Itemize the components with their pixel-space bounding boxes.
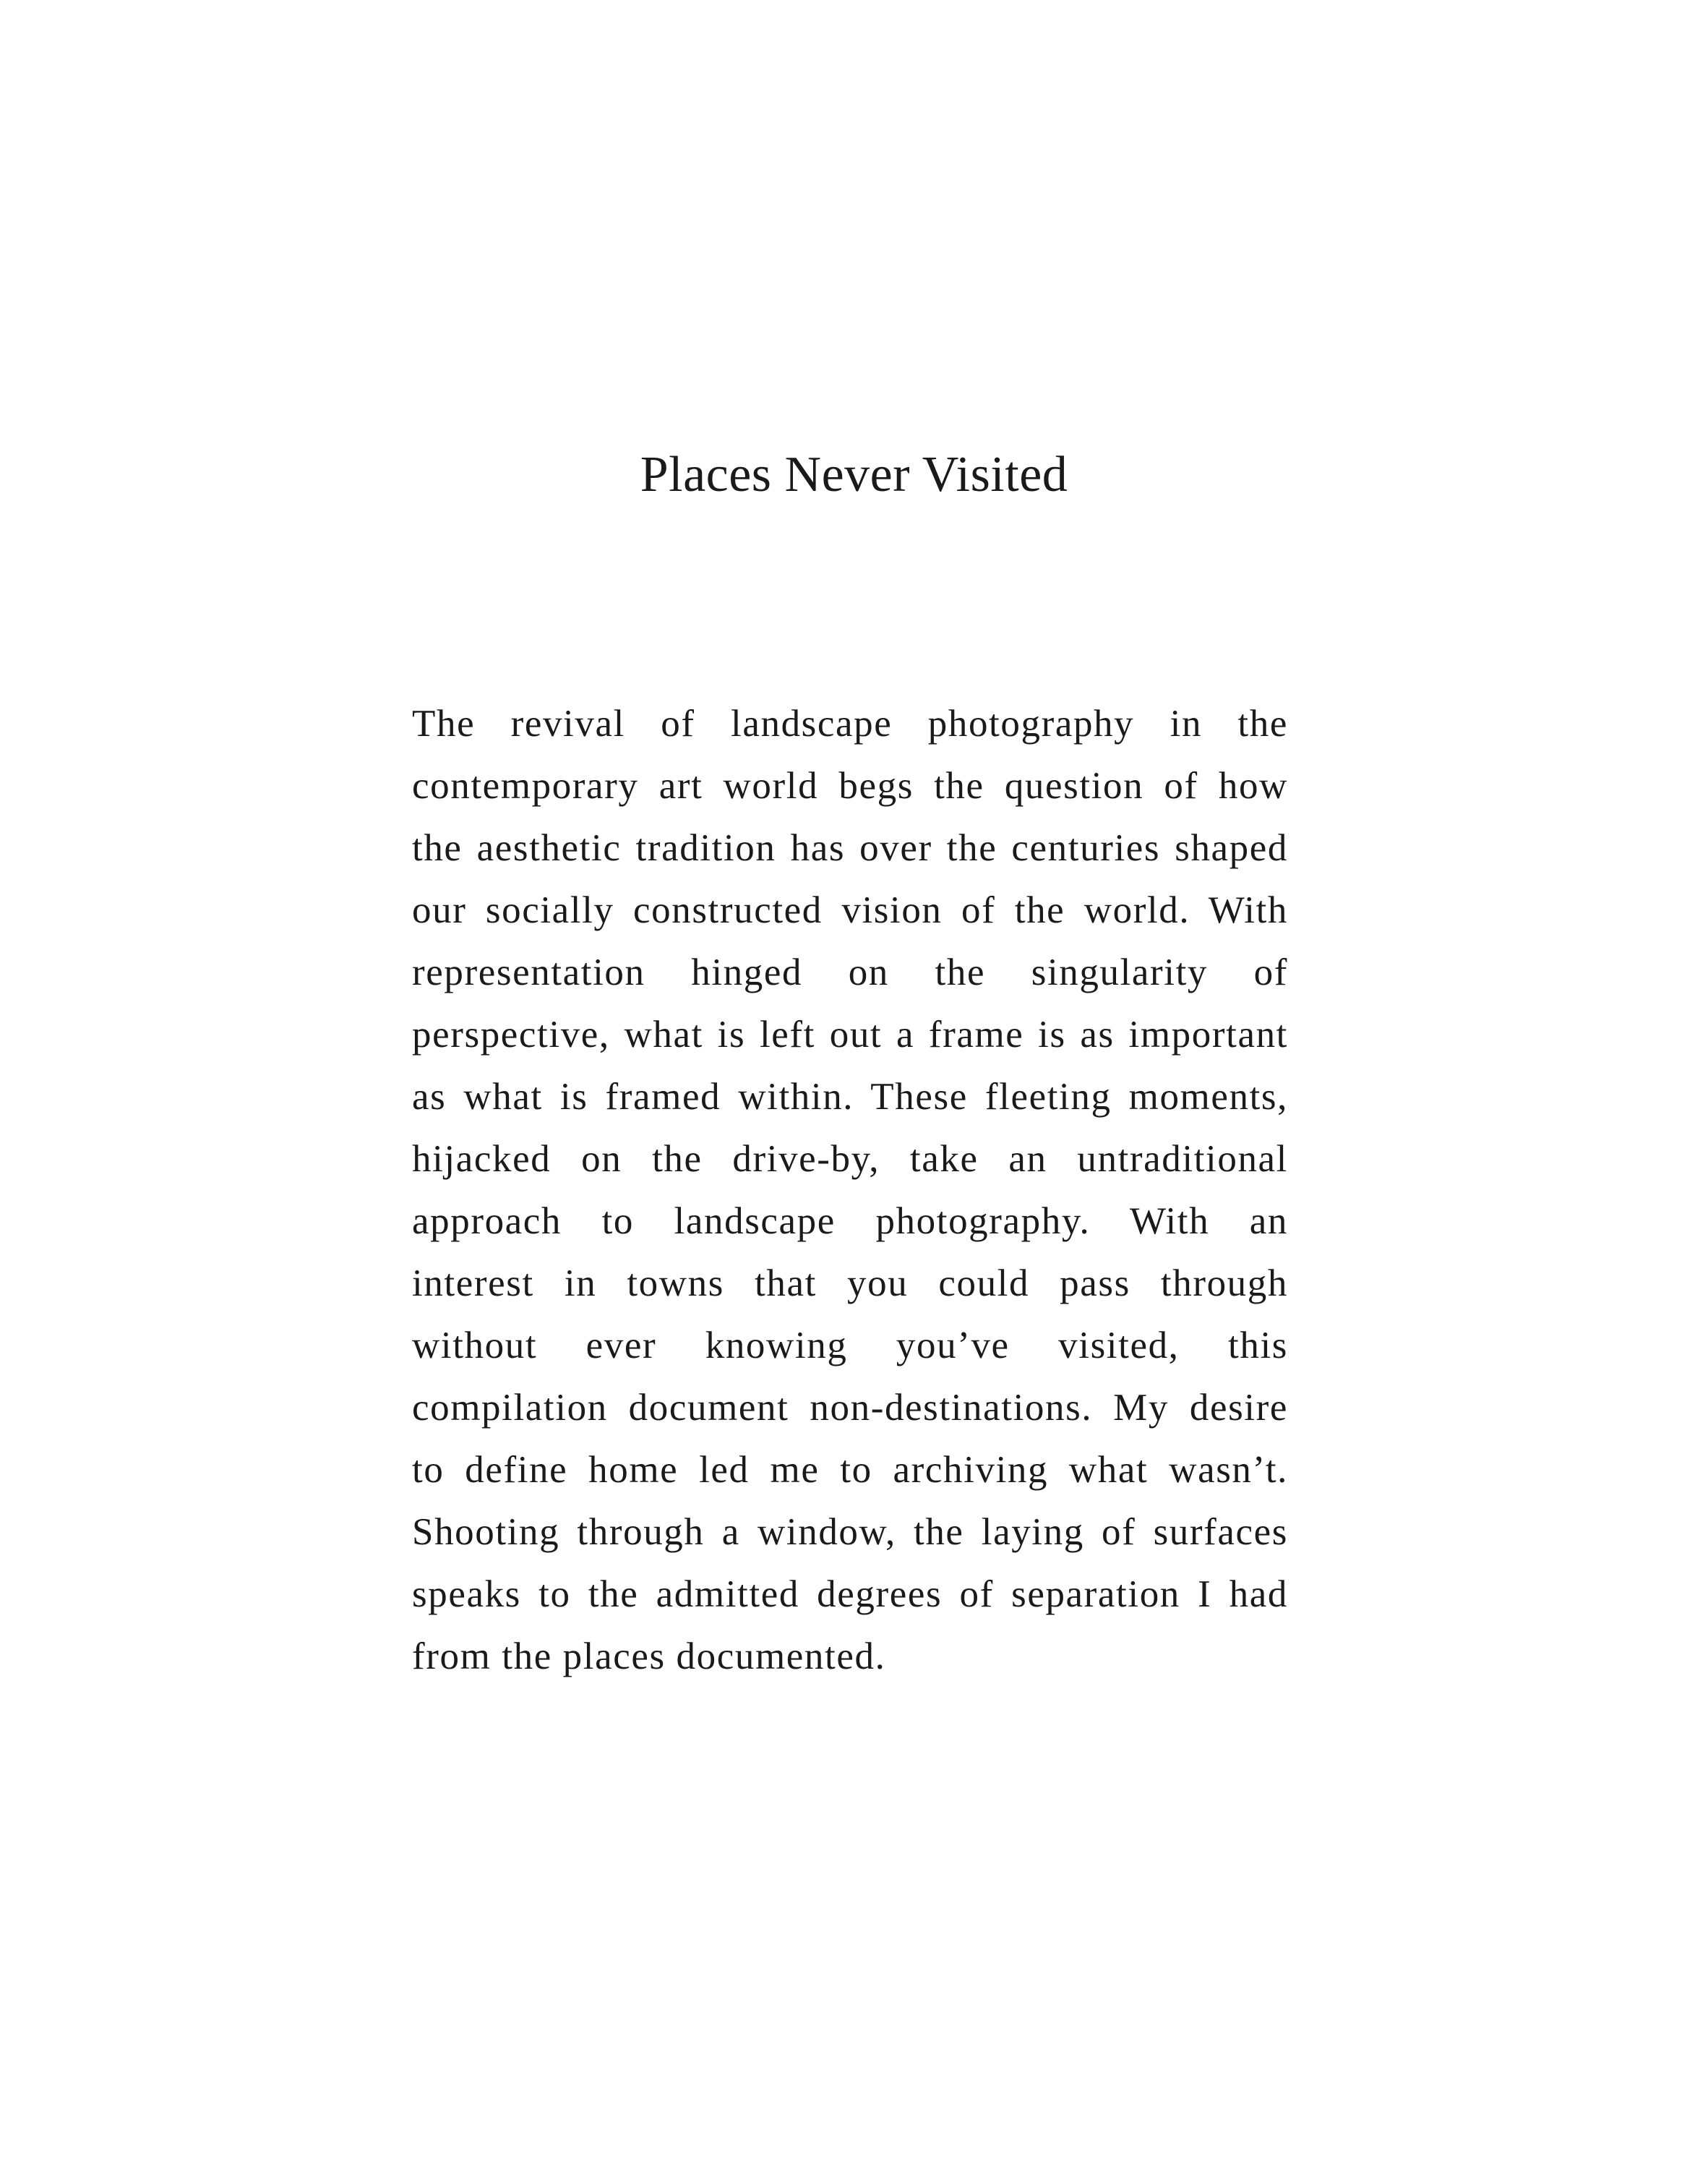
paragraph-line: our socially constructed vision of the world. With xyxy=(412,889,1288,931)
paragraph-line: contemporary art world begs the question of how xyxy=(412,765,1288,807)
paragraph-line: The revival of landscape photography in the xyxy=(412,703,1288,745)
paragraph-line: Shooting through a window, the laying of surfaces xyxy=(412,1511,1288,1553)
paragraph-line: interest in towns that you could pass through xyxy=(412,1262,1288,1304)
page-title: Places Never Visited xyxy=(640,447,1068,502)
paragraph-line: the aesthetic tradition has over the centuries shaped xyxy=(412,827,1288,869)
paragraph-line: compilation document non-destinations. My desire xyxy=(412,1387,1288,1429)
body-paragraph xyxy=(412,693,1288,1687)
paragraph-line: speaks to the admitted degrees of separation I had xyxy=(412,1573,1288,1615)
paragraph-line: representation hinged on the singularity of xyxy=(412,951,1288,993)
paragraph-line: hijacked on the drive-by, take an untraditional xyxy=(412,1138,1288,1180)
paragraph-line: from the places documented. xyxy=(412,1635,886,1677)
paragraph-line: approach to landscape photography. With an xyxy=(412,1200,1288,1242)
paragraph-line: as what is framed within. These fleeting moments, xyxy=(412,1076,1288,1118)
paragraph-line: perspective, what is left out a frame is as important xyxy=(412,1014,1288,1056)
paragraph-line: to define home led me to archiving what wasn’t. xyxy=(412,1449,1288,1491)
paragraph-line: without ever knowing you’ve visited, this xyxy=(412,1325,1288,1366)
